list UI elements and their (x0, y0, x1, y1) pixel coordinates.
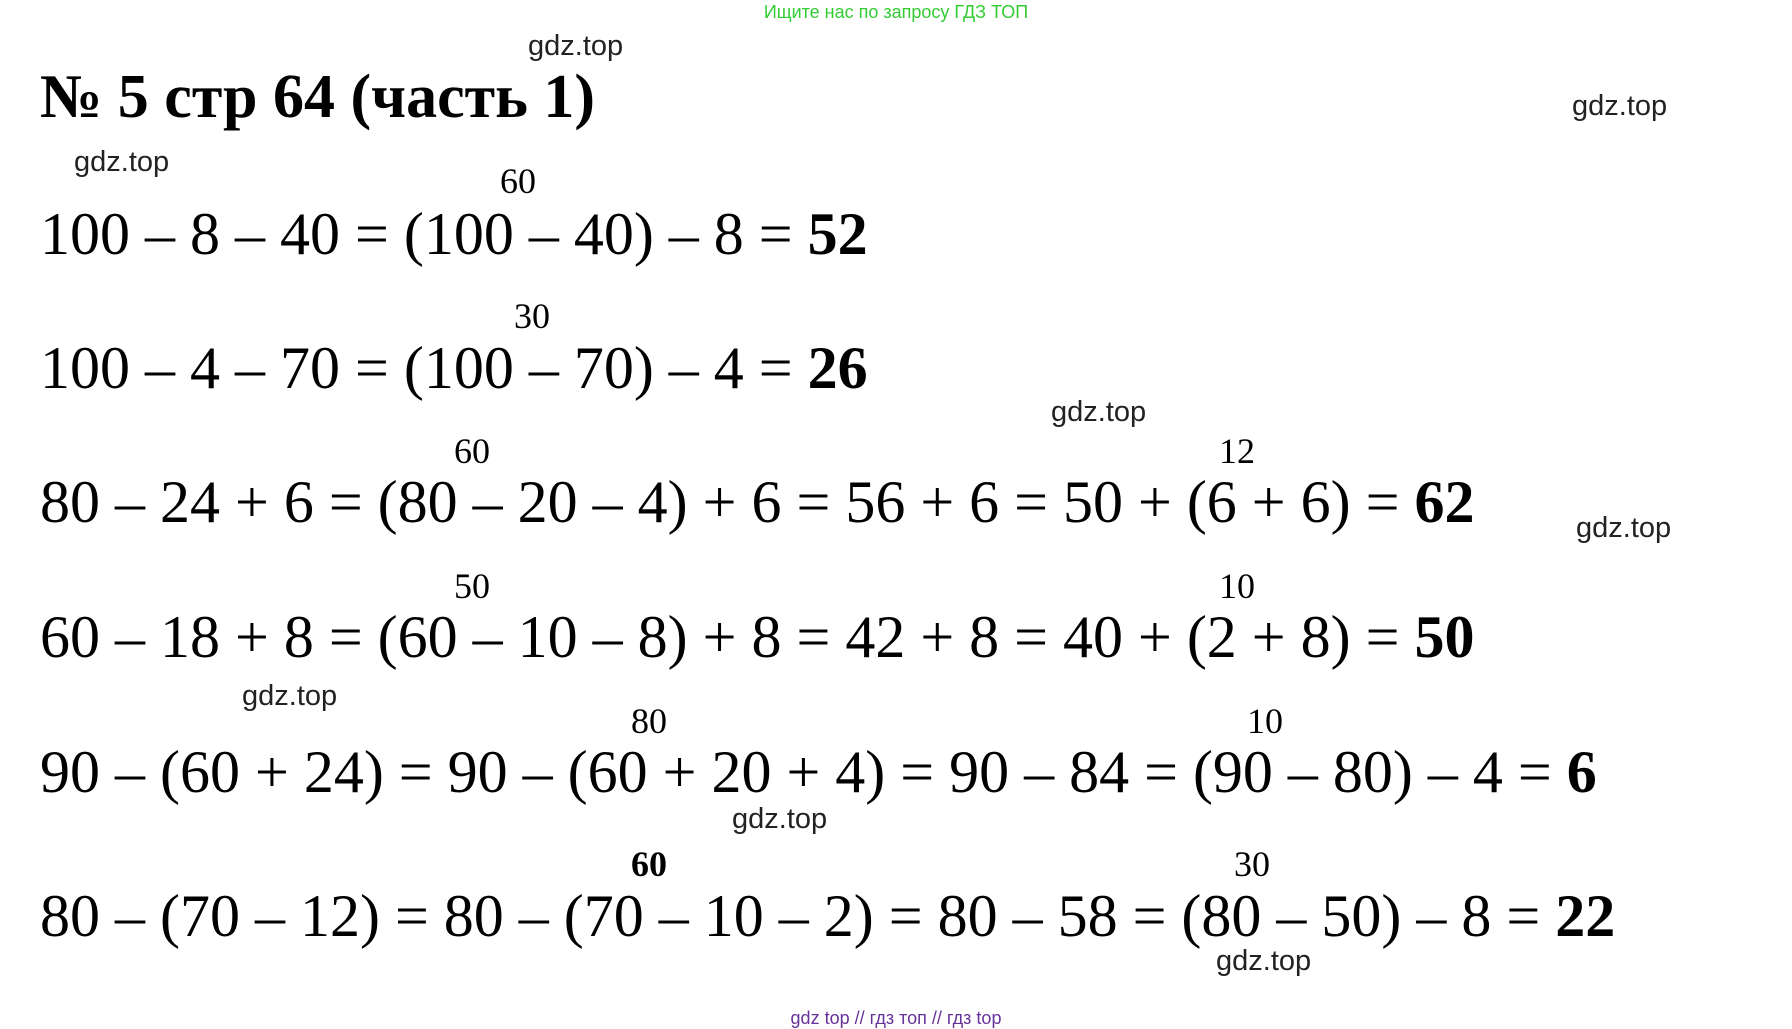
equation-line (40, 468, 1474, 537)
equation-answer: 62 (1414, 469, 1475, 535)
equation-text: 80 – (70 – 12) = 80 – (70 – 10 – 2) = 80 – 58 = (80 – 50) – 8 = (40, 883, 1556, 949)
equation-answer: 26 (807, 335, 868, 401)
hint-number: 10 (1247, 701, 1283, 741)
equation-text: 100 – 4 – 70 = (100 – 70) – 4 = (40, 335, 808, 401)
hint-number: 60 (500, 161, 536, 201)
watermark: gdz.top (528, 30, 624, 62)
hint-number: 60 (631, 844, 667, 884)
hint-number: 60 (454, 431, 490, 471)
equation-line (40, 738, 1597, 807)
hint-number: 50 (454, 566, 490, 606)
watermark: gdz.top (242, 680, 338, 712)
watermark: gdz.top (74, 146, 170, 178)
equation-answer: 52 (807, 201, 868, 267)
hint-number: 30 (1234, 844, 1270, 884)
equation-text: 90 – (60 + 24) = 90 – (60 + 20 + 4) = 90 – 84 = (90 – 80) – 4 = (40, 739, 1567, 805)
watermark: gdz.top (1051, 396, 1147, 428)
equation-line (40, 603, 1474, 672)
watermark: gdz.top (1572, 90, 1668, 122)
equation-text: 60 – 18 + 8 = (60 – 10 – 8) + 8 = 42 + 8 = 40 + (2 + 8) = (40, 604, 1415, 670)
watermark: gdz.top (1576, 512, 1672, 544)
page-title: № 5 стр 64 (часть 1) (40, 63, 596, 131)
equation-line (40, 882, 1615, 951)
equation-answer: 50 (1414, 604, 1475, 670)
top-banner: Ищите нас по запросу ГДЗ ТОП (763, 2, 1029, 22)
watermark: gdz.top (732, 803, 828, 835)
hint-number: 10 (1219, 566, 1255, 606)
hint-number: 80 (631, 701, 667, 741)
equation-line (40, 200, 868, 269)
equation-answer: 6 (1566, 739, 1597, 805)
equation-text: 80 – 24 + 6 = (80 – 20 – 4) + 6 = 56 + 6 = 50 + (6 + 6) = (40, 469, 1415, 535)
equation-text: 100 – 8 – 40 = (100 – 40) – 8 = (40, 201, 808, 267)
equation-answer: 22 (1555, 883, 1616, 949)
hint-number: 30 (514, 296, 550, 336)
watermark: gdz.top (1216, 945, 1312, 977)
hint-number: 12 (1219, 431, 1255, 471)
equation-line (40, 334, 868, 403)
footer-links: gdz top // гдз топ // гдз top (790, 1008, 1002, 1028)
